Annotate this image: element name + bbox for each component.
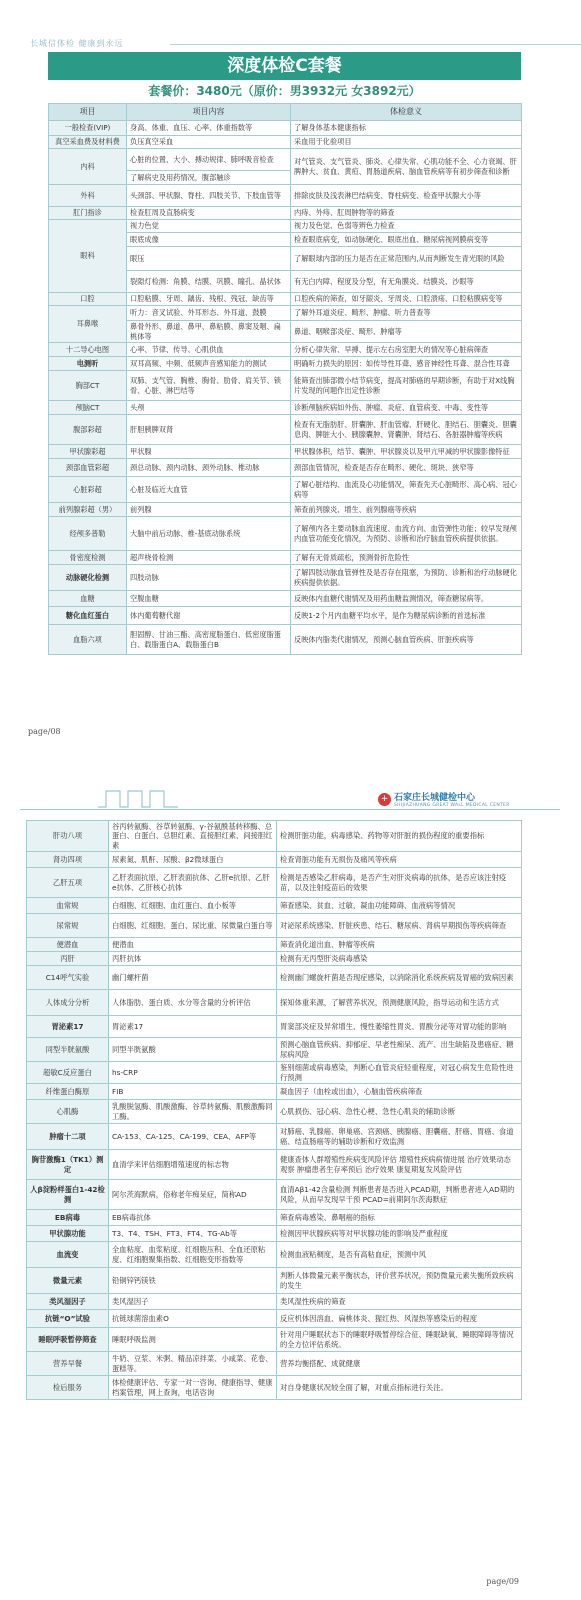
row-content: 类风湿因子 [109, 1294, 277, 1310]
table-row [49, 220, 522, 233]
row-meaning: 心肌损伤、冠心病、急性心梗、急性心肌炎的辅助诊断 [277, 1100, 522, 1124]
row-content: 谷丙转氨酶、谷草转氨酶、γ-谷氨酰基转移酶、总蛋白、白蛋白、总胆红素、直接胆红素、间接胆红素 [109, 821, 277, 852]
header-meaning: 体检意义 [291, 104, 522, 121]
row-item: 心脏彩超 [49, 477, 127, 503]
row-content: 白细胞、红细胞、蛋白、尿比重、尿微量白蛋白等 [109, 914, 277, 938]
row-meaning: 健康查体人群增殖性疾病变风险评估 增殖性疾病病情进展 治疗效果动态观察 肿瘤患者生存率预后 治疗效果 康复期复发风险评估 [277, 1150, 522, 1180]
row-meaning: 了解眼球内部的压力是否在正常范围内,从而判断发生青光眼的风险 [291, 247, 522, 271]
row-meaning: 反映1-2个月内血糖平均水平，是作为糖尿病诊断的首选标准 [291, 607, 522, 625]
row-content: CA-153、CA-125、CA-199、CEA、AFP等 [109, 1124, 277, 1150]
row-item: 甲状腺功能 [27, 1226, 109, 1242]
row-item: 营养早餐 [27, 1352, 109, 1376]
row-meaning: 筛查病毒感染、鼻咽癌的指标 [277, 1210, 522, 1226]
page-number: page/08 [28, 727, 61, 736]
row-content: 空腹血糖 [127, 591, 291, 607]
row-meaning: 了解外耳道炎症、畸形、肿瘤、听力普查等 [291, 306, 522, 321]
row-meaning: 探知体重来源，了解营养状况，预测健康风险，指导运动和生活方式 [277, 990, 522, 1016]
row-content: 心脏的位置、大小、搏动规律、肺呼吸音检查 [127, 149, 291, 171]
row-item: 胸部CT [49, 371, 127, 401]
header-decoration [98, 787, 178, 809]
row-item: 睡眠呼吸暂停筛查 [27, 1328, 109, 1352]
row-item: 口腔 [49, 293, 127, 306]
table-row [49, 503, 522, 517]
table-row [27, 1084, 522, 1100]
row-meaning: 采血用于化验项目 [291, 136, 522, 149]
row-meaning: 预测心脑血管疾病、抑郁症、早老性痴呆、流产、出生缺陷及患癌症、糖尿病风险 [277, 1038, 522, 1062]
row-item: 胃泌素17 [27, 1016, 109, 1038]
row-content: 眼底成像 [127, 233, 291, 247]
row-item: 便潜血 [27, 938, 109, 952]
row-content: 甲状腺 [127, 445, 291, 459]
row-content: 鼻骨外形、鼻道、鼻甲、鼻粘膜、鼻窦及咽、扁桃体等 [127, 321, 291, 343]
row-meaning: 检测有无丙型肝炎病毒感染 [277, 952, 522, 966]
page-08 [0, 0, 581, 760]
row-content: 四肢动脉 [127, 565, 291, 591]
row-meaning: 检查有无脂肪肝、肝囊肿、肝血管瘤、肝硬化、胆结石、胆囊炎、胆囊息肉、脾脏大小、胰腺囊肿、肾囊肿、肾结石、各脏器肿瘤等疾病 [291, 415, 522, 445]
row-content: 头颈部、甲状腺、脊柱、四肢关节、下肢血管等 [127, 185, 291, 207]
row-item: 经颅多普勒 [49, 517, 127, 551]
row-content: 前列腺 [127, 503, 291, 517]
row-meaning: 口腔疾病的筛查，如牙龈炎、牙周炎、口腔溃疡、口腔粘膜病变等 [291, 293, 522, 306]
row-content: 白细胞、红细胞、血红蛋白、血小板等 [109, 898, 277, 914]
checkup-table-2 [26, 820, 522, 1400]
row-meaning: 排除皮肤及浅表淋巴结病变、脊柱病变、检查甲状腺大小等 [291, 185, 522, 207]
table-row [27, 1100, 522, 1124]
table-row [27, 1310, 522, 1328]
table-row [27, 1016, 522, 1038]
table-row [27, 821, 522, 852]
row-content: 同型半胱氨酸 [109, 1038, 277, 1062]
row-meaning: 对自身健康状况较全面了解，对重点指标进行关注。 [277, 1376, 522, 1400]
row-item: 同型半胱氨酸 [27, 1038, 109, 1062]
row-content: 铅铜锌钙镁铁 [109, 1268, 277, 1294]
row-content: 眼压 [127, 247, 291, 271]
row-meaning: 反映体内血糖代谢情况及用药血糖监测情况，筛查糖尿病等。 [291, 591, 522, 607]
table-row [49, 625, 522, 655]
table-row [27, 966, 522, 990]
row-item: 丙肝 [27, 952, 109, 966]
row-meaning: 能筛查出肺部微小结节病变，提高对肺癌的早期诊断，有助于对X线胸片发现的问题作出定性诊断 [291, 371, 522, 401]
row-content: 丙肝抗体 [109, 952, 277, 966]
row-meaning: 反映体内脂类代谢情况，预测心脑血管疾病、肝脏疾病等 [291, 625, 522, 655]
row-meaning: 甲状腺体积，结节、囊肿、甲状腺炎以及甲亢甲减的甲状腺影像特征 [291, 445, 522, 459]
table-row [27, 1376, 522, 1400]
row-meaning: 筛查消化道出血、肿瘤等疾病 [277, 938, 522, 952]
row-content: 肝胆胰脾双肾 [127, 415, 291, 445]
row-content: 睡眠呼吸监测 [109, 1328, 277, 1352]
table-row [27, 898, 522, 914]
table-row [27, 1210, 522, 1226]
table-row [49, 607, 522, 625]
table-row [27, 1038, 522, 1062]
row-meaning: 筛查感染、贫血、过敏、凝血功能障碍、血液病等情况 [277, 898, 522, 914]
row-item: 骨密度检测 [49, 551, 127, 565]
row-item: 超敏C反应蛋白 [27, 1062, 109, 1084]
row-item: 胸苷激酶1（TK1）测定 [27, 1150, 109, 1180]
row-content: 检查肛周及直肠病变 [127, 207, 291, 220]
table-row [49, 401, 522, 415]
row-content: 颈总动脉、颈内动脉、颈外动脉、椎动脉 [127, 459, 291, 477]
row-meaning: 诊断颅脑疾病如外伤、肿瘤、炎症、血管病变、中毒、变性等 [291, 401, 522, 415]
row-meaning: 检测肝脏功能，病毒感染、药物等对肝脏的损伤程度的重要指标 [277, 821, 522, 852]
table-row [49, 517, 522, 551]
table-row [49, 357, 522, 371]
package-title: 深度体检C套餐 [48, 52, 521, 80]
row-item: 乙肝五项 [27, 868, 109, 898]
row-meaning: 了解四肢动脉血管弹性及是否存在阻塞，为预防、诊断和治疗动脉硬化疾病提供依据。 [291, 565, 522, 591]
table-row [27, 1294, 522, 1310]
logo-name: 石家庄长城健检中心 [394, 793, 476, 803]
center-logo [378, 790, 510, 808]
row-item: 眼科 [49, 220, 127, 293]
row-item: 动脉硬化检测 [49, 565, 127, 591]
row-content: 体检健康评估、专家一对一咨询、健康指导、健康档案管理，网上查询，电话咨询 [109, 1376, 277, 1400]
table-row [27, 1352, 522, 1376]
row-item: 人β淀粉样蛋白1-42检测 [27, 1180, 109, 1210]
row-item: 前列腺彩超（男） [49, 503, 127, 517]
table-row [27, 938, 522, 952]
row-meaning: 对肺癌、乳腺癌、卵巢癌、宫颈癌、胰腺癌、胆囊癌、肝癌、胃癌、食道癌、结直肠癌等的辅助诊断和疗效监测 [277, 1124, 522, 1150]
row-item: 类风湿因子 [27, 1294, 109, 1310]
table-row [49, 149, 522, 171]
header-item: 项目 [49, 104, 127, 121]
row-item: 外科 [49, 185, 127, 207]
row-meaning: 鉴别细菌或病毒感染，判断心血管炎症轻重程度，对冠心病发生危险性进行预测 [277, 1062, 522, 1084]
row-meaning: 分析心律失常、早搏、提示左右房室肥大的情况等心脏病筛查 [291, 343, 522, 357]
row-meaning: 判断人体微量元素平衡状态，评价营养状况，预防微量元素失衡所致疾病的发生 [277, 1268, 522, 1294]
row-content: 全血粘度、血浆粘度、红细胞压积、全血还原粘度、红细胞聚集指数、红细胞变形指数等 [109, 1242, 277, 1268]
page-09 [0, 775, 581, 1600]
row-item: 肝功八项 [27, 821, 109, 852]
table-row [49, 371, 522, 401]
row-item: 十二导心电图 [49, 343, 127, 357]
row-meaning: 有无白内障、程度及分型，有无角膜炎、结膜炎、沙眼等 [291, 271, 522, 293]
row-content: 双耳高频、中频、低频声音感知能力的测试 [127, 357, 291, 371]
row-item: 肾功四项 [27, 852, 109, 868]
row-content: FIB [109, 1084, 277, 1100]
row-content: 口腔粘膜、牙周、龋齿、残根、残冠、缺齿等 [127, 293, 291, 306]
table-row [27, 1268, 522, 1294]
row-item: 电测听 [49, 357, 127, 371]
row-meaning: 视力及色觉、色弱等辨色力检查 [291, 220, 522, 233]
row-item: 一般检查(VIP) [49, 121, 127, 136]
row-meaning: 检测幽门螺旋杆菌是否现症感染，以消除消化系统疾病及胃癌的致病因素 [277, 966, 522, 990]
table-row [27, 1062, 522, 1084]
row-content: 胆固醇、甘油三酯、高密度脂蛋白、低密度脂蛋白、载脂蛋白A、载脂蛋白B [127, 625, 291, 655]
slogan: 长城信体检 健康到永远 [30, 39, 124, 48]
row-meaning: 凝血因子（血栓或出血），心脑血管疾病筛查 [277, 1084, 522, 1100]
row-item: 人体成分分析 [27, 990, 109, 1016]
row-item: 血糖 [49, 591, 127, 607]
row-content: 体内葡萄糖代谢 [127, 607, 291, 625]
row-meaning: 反应机体因溶血、扁桃体炎、猩红热、风湿热等感染后的程度 [277, 1310, 522, 1328]
row-meaning: 鼻道、咽喉部炎症、畸形、肿瘤等 [291, 321, 522, 343]
row-content: 牛奶、豆浆、米粥、精品凉拌菜、小咸菜、花卷、蛋糕等。 [109, 1352, 277, 1376]
row-meaning: 内痔、外痔、肛周肿物等的筛查 [291, 207, 522, 220]
table-row [27, 990, 522, 1016]
table-row [49, 306, 522, 321]
row-content: 乳酸脱氢酶、肌酸激酶、谷草转氨酶、肌酸激酶同工酶。 [109, 1100, 277, 1124]
row-item: 耳鼻喉 [49, 306, 127, 343]
row-meaning: 对气管炎、支气管炎、肺炎、心律失常、心肌功能不全、心力衰竭、肝脾肿大、贫血、黄疸、胃肠道疾病、脑血管疾病等有初步筛查和诊断 [291, 149, 522, 185]
row-content: EB病毒抗体 [109, 1210, 277, 1226]
row-meaning: 类风湿性疾病的筛查 [277, 1294, 522, 1310]
row-content: 尿素氮、肌酐、尿酸、β2微球蛋白 [109, 852, 277, 868]
table-row [27, 1150, 522, 1180]
table-row [49, 207, 522, 220]
row-content: 胃泌素17 [109, 1016, 277, 1038]
table-row [27, 1242, 522, 1268]
row-item: 内科 [49, 149, 127, 185]
checkup-table-1 [48, 103, 522, 655]
row-item: 纤维蛋白酶原 [27, 1084, 109, 1100]
row-item: 心肌酶 [27, 1100, 109, 1124]
table-row [49, 293, 522, 306]
row-item: 真空采血费及材料费 [49, 136, 127, 149]
row-content: 了解病史及用药情况，腹部触诊 [127, 171, 291, 185]
row-content: 阿尔茨海默病，俗称老年痴呆症，简称AD [109, 1180, 277, 1210]
row-meaning: 针对用户睡眠状态下的睡眠呼吸暂停综合征、睡眠缺氧、睡眠障碍等情况的全方位评估系统。 [277, 1328, 522, 1352]
row-meaning: 血清Aβ1-42含量检测 判断患者是否进入PCAD期，判断患者进入AD期的风险，从而早发现早干预 PCAD=前期阿尔茨海默症 [277, 1180, 522, 1210]
slogan-divider [170, 44, 581, 45]
row-content: 双肺、支气管、胸椎、胸骨、肋骨、肩关节、锁骨、心脏、淋巴结等 [127, 371, 291, 401]
table-row [49, 591, 522, 607]
table-row [27, 914, 522, 938]
row-item: 肿瘤十二项 [27, 1124, 109, 1150]
medical-cross-icon: + [378, 793, 391, 806]
row-meaning: 检测是否感染乙肝病毒，是否产生对肝炎病毒的抗体，是否应该注射疫苗，以及注射疫苗后的效果 [277, 868, 522, 898]
row-content: 裂隙灯检测：角膜、结膜、巩膜、瞳孔、晶状体 [127, 271, 291, 293]
table-row [49, 551, 522, 565]
logo-english: SHIJIAZHUANG GREAT WALL MEDICAL CENTER [394, 803, 510, 808]
row-content: 幽门螺杆菌 [109, 966, 277, 990]
row-meaning: 对泌尿系统感染、肝脏疾患、结石、糖尿病、肾病早期损伤等疾病筛查 [277, 914, 522, 938]
row-item: 肛门指诊 [49, 207, 127, 220]
table-row [49, 185, 522, 207]
row-content: hs-CRP [109, 1062, 277, 1084]
table-row [27, 1226, 522, 1242]
row-meaning: 检测因甲状腺疾病等对甲状腺功能的影响及严重程度 [277, 1226, 522, 1242]
row-meaning: 筛查前列腺炎、增生、前列腺癌等疾病 [291, 503, 522, 517]
row-item: 检后服务 [27, 1376, 109, 1400]
row-content: 视力色觉 [127, 220, 291, 233]
row-meaning: 检查眼底病变，如动脉硬化、眼底出血、糖尿病视网膜病变等 [291, 233, 522, 247]
row-meaning: 营养均衡搭配、成就健康 [277, 1352, 522, 1376]
row-item: EB病毒 [27, 1210, 109, 1226]
table-row [27, 952, 522, 966]
row-item: 血脂六项 [49, 625, 127, 655]
table-row [27, 1180, 522, 1210]
row-item: 微量元素 [27, 1268, 109, 1294]
row-content: 心率、节律、传导、心肌供血 [127, 343, 291, 357]
row-content: 抗链球菌溶血素O [109, 1310, 277, 1328]
row-content: 身高、体重、血压、心率、体重指数等 [127, 121, 291, 136]
row-item: 尿常规 [27, 914, 109, 938]
row-content: 负压真空采血 [127, 136, 291, 149]
row-meaning: 了解身体基本健康指标 [291, 121, 522, 136]
row-item: 血常规 [27, 898, 109, 914]
table-row [49, 343, 522, 357]
table-row [49, 136, 522, 149]
row-meaning: 检测血液粘稠度，是否有高粘血症，预测中风 [277, 1242, 522, 1268]
table-row [27, 1124, 522, 1150]
row-content: 乙肝表面抗原、乙肝表面抗体、乙肝e抗原、乙肝e抗体、乙肝核心抗体 [109, 868, 277, 898]
row-content: 听力：音叉试验、外耳形态、外耳道、鼓膜 [127, 306, 291, 321]
row-item: 颅脑CT [49, 401, 127, 415]
row-item: C14呼气实验 [27, 966, 109, 990]
page-number: page/09 [486, 1577, 519, 1586]
row-meaning: 了解颅内各主要动脉血流速度、血流方向、血管弹性功能；较早发现颅内血管功能变化情况，为预防、诊断和治疗脑血管疾病提供依据。 [291, 517, 522, 551]
package-price: 套餐价：3480元（原价：男3932元 女3892元） [148, 84, 421, 98]
header-content: 项目内容 [127, 104, 291, 121]
table-row [49, 477, 522, 503]
header-divider [20, 809, 560, 810]
table-row [27, 852, 522, 868]
table-row [49, 565, 522, 591]
row-content: 血清学来评估细胞增殖速度的标志物 [109, 1150, 277, 1180]
row-content: 大脑中前后动脉、椎-基底动脉系统 [127, 517, 291, 551]
row-content: 便潜血 [109, 938, 277, 952]
table-row [49, 415, 522, 445]
row-content: 人体脂肪、蛋白质、水分等含量的分析评估 [109, 990, 277, 1016]
row-meaning: 检查肾脏功能有无损伤及痛风等疾病 [277, 852, 522, 868]
row-content: T3、T4、TSH、FT3、FT4、TG-Ab等 [109, 1226, 277, 1242]
row-item: 血流变 [27, 1242, 109, 1268]
row-meaning: 明确听力损失的原因：如传导性耳聋、感音神经性耳聋、混合性耳聋 [291, 357, 522, 371]
row-content: 心脏及临近大血管 [127, 477, 291, 503]
row-meaning: 颈部血管情况，检查是否存在畸形、硬化、斑块、狭窄等 [291, 459, 522, 477]
row-item: 甲状腺彩超 [49, 445, 127, 459]
row-meaning: 了解心脏结构、血流及心功能情况，筛查先天心脏畸形、高心病、冠心病等 [291, 477, 522, 503]
row-content: 超声桡骨检测 [127, 551, 291, 565]
table-row [49, 459, 522, 477]
row-meaning: 胃窦部炎症及异常增生、慢性萎缩性胃炎、胃酸分泌等对胃功能的影响 [277, 1016, 522, 1038]
row-item: 颈部血管彩超 [49, 459, 127, 477]
row-item: 糖化血红蛋白 [49, 607, 127, 625]
table-row [27, 868, 522, 898]
table-row [27, 1328, 522, 1352]
table-header-row [49, 104, 522, 121]
row-content: 头颅 [127, 401, 291, 415]
row-item: 抗链“O”试验 [27, 1310, 109, 1328]
table-row [49, 445, 522, 459]
table-row [49, 121, 522, 136]
row-meaning: 了解有无骨质疏松，预测骨折危险性 [291, 551, 522, 565]
row-item: 腹部彩超 [49, 415, 127, 445]
